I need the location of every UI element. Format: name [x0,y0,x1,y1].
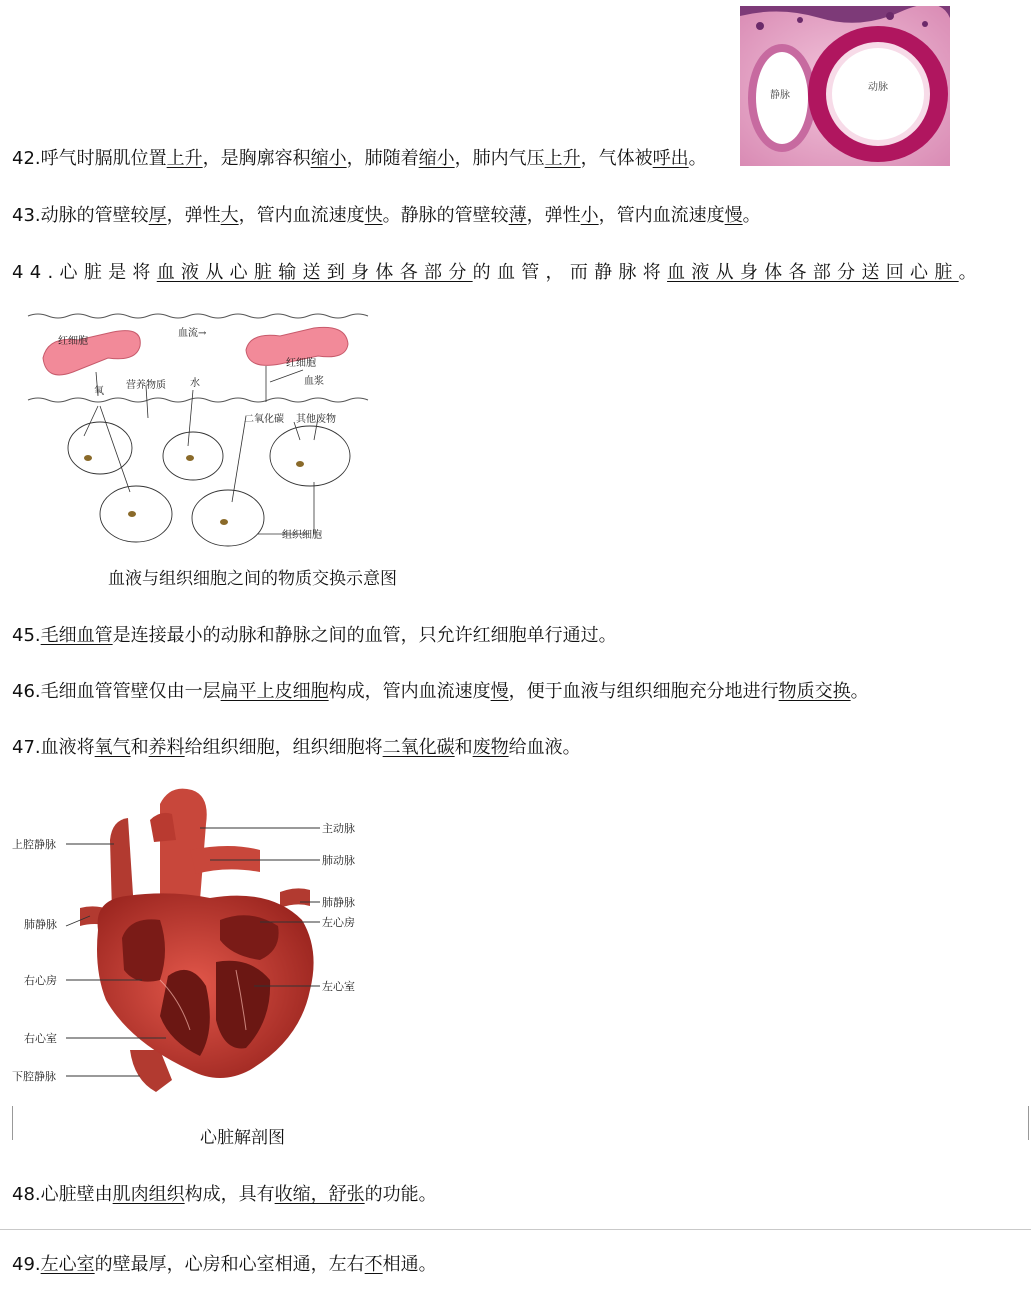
margin-mark-left [12,1106,13,1140]
answer-blank: 慢 [490,681,509,702]
oxygen-label: 氧 [94,386,104,397]
answer-blank: 左心室 [40,1254,95,1275]
heart-label-pa: 肺动脉 [322,854,355,867]
answer-blank: 小 [580,205,599,226]
vessel-cross-section-figure [740,6,950,166]
answer-blank: 血液从身体各部分送回心脏 [667,262,959,283]
answer-blank: 毛细血管 [40,625,113,646]
question-48: 48.心脏壁由肌肉组织构成，具有收缩，舒张的功能。 [12,1184,437,1205]
heart-label-ivc: 下腔静脉 [12,1070,56,1083]
answer-blank: 快 [364,205,383,226]
answer-blank: 氧气 [94,737,131,758]
answer-blank: 厚 [148,205,167,226]
answer-blank: 大 [220,205,239,226]
tissue-cell-label: 组织细胞 [282,530,322,541]
exchange-diagram-caption: 血液与组织细胞之间的物质交换示意图 [108,569,397,589]
flow-label: 血流→ [178,328,207,339]
rbc-right-label: 红细胞 [286,358,316,369]
answer-blank: 二氧化碳 [382,737,455,758]
other-waste-label: 其他废物 [296,414,336,425]
heart-label-pv-right: 肺静脉 [322,896,355,909]
answer-blank: 养料 [148,737,185,758]
exchange-diagram [18,306,378,551]
water-label: 水 [190,378,200,389]
answer-blank: 薄 [508,205,527,226]
answer-blank: 不 [364,1254,383,1275]
heart-label-la: 左心房 [322,916,355,929]
co2-label: 二氧化碳 [244,414,284,425]
answer-blank: 缩小 [418,148,455,169]
heart-label-pv-left: 肺静脉 [24,918,57,931]
plasma-label: 血浆 [304,376,324,387]
page-break-line [0,1229,1031,1230]
vessel-cross-section-image [740,6,950,166]
nutrients-label: 营养物质 [126,380,166,391]
heart-label-ra: 右心房 [24,974,57,987]
answer-blank: 肌肉组织 [112,1184,185,1205]
margin-mark-right [1028,1106,1029,1140]
heart-label-rv: 右心室 [24,1032,57,1045]
heart-anatomy-diagram [10,780,370,1100]
answer-blank: 缩小 [310,148,347,169]
question-47: 47.血液将氧气和养料给组织细胞，组织细胞将二氧化碳和废物给血液。 [12,737,581,758]
answer-blank: 上升 [166,148,203,169]
answer-blank: 慢 [724,205,743,226]
rbc-left-label: 红细胞 [58,336,88,347]
answer-blank: 扁平上皮细胞 [220,681,329,702]
answer-blank: 上升 [544,148,581,169]
heart-label-aorta: 主动脉 [322,822,355,835]
heart-diagram-caption: 心脏解剖图 [200,1128,285,1148]
heart-label-svc: 上腔静脉 [12,838,56,851]
heart-label-lv: 左心室 [322,980,355,993]
vein-label: 静脉 [770,90,790,101]
answer-blank: 呼出 [652,148,689,169]
question-42: 42.呼气时膈肌位置上升，是胸廓容积缩小，肺随着缩小，肺内气压上升，气体被呼出。 [12,148,707,169]
question-45: 45.毛细血管是连接最小的动脉和静脉之间的血管，只允许红细胞单行通过。 [12,625,617,646]
answer-blank: 收缩，舒张 [274,1184,365,1205]
answer-blank: 物质交换 [778,681,851,702]
heart-anatomy-svg [10,780,370,1100]
answer-blank: 血液从心脏输送到身体各部分 [156,262,473,283]
exchange-diagram-svg [18,306,378,551]
question-46: 46.毛细血管管壁仅由一层扁平上皮细胞构成，管内血流速度慢，便于血液与组织细胞充分地进行物质交换。 [12,681,869,702]
question-43: 43.动脉的管壁较厚，弹性大，管内血流速度快。静脉的管壁较薄，弹性小，管内血流速度慢。 [12,205,761,226]
artery-label: 动脉 [868,82,888,93]
question-49: 49.左心室的壁最厚，心房和心室相通，左右不相通。 [12,1254,437,1275]
question-44: 44.心脏是将血液从心脏输送到身体各部分的血管，而静脉将血液从身体各部分送回心脏。 [12,262,983,283]
answer-blank: 废物 [472,737,509,758]
